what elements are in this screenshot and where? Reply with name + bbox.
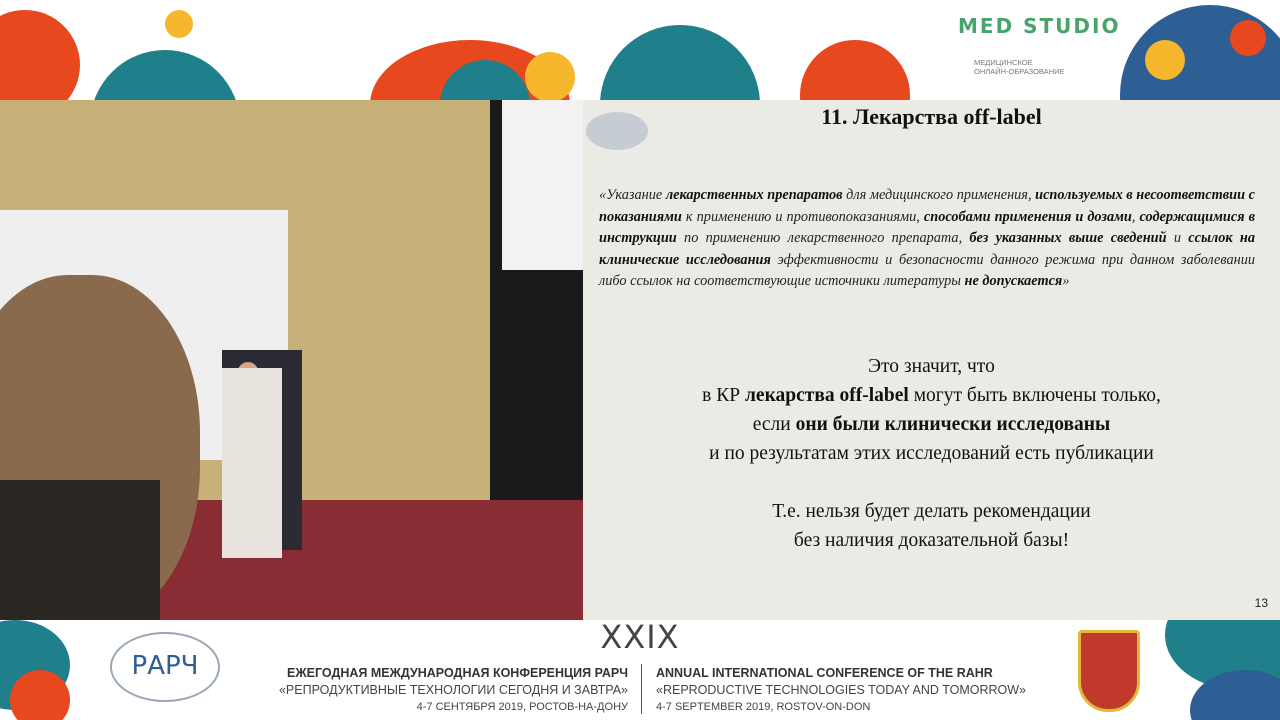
text-segment: и xyxy=(1166,230,1189,246)
conclusion-line xyxy=(583,526,1280,555)
slide-page-number: 13 xyxy=(1254,596,1268,610)
text-segment: «Указание xyxy=(599,187,666,203)
header-banner xyxy=(0,0,1280,100)
decor-shape xyxy=(600,25,760,100)
text-segment: если xyxy=(752,414,796,435)
text-segment: в КР xyxy=(702,385,745,406)
text-segment: Т.е. нельзя будет делать рекомендации xyxy=(772,501,1091,522)
text-segment: к применению и противопоказаниями, xyxy=(681,208,924,225)
decor-shape xyxy=(525,52,575,100)
decor-shape xyxy=(1230,20,1266,56)
projection-screen xyxy=(502,100,583,270)
rostov-coat-of-arms-icon xyxy=(1078,630,1140,712)
decor-shape xyxy=(165,10,193,38)
emphasized-text: лекарства off-label xyxy=(744,385,909,406)
text-segment: эффективности и безопасности данного режима при данном заболевании либо ссылок на соответствующие источники литературы xyxy=(599,251,1255,289)
emphasized-text: они были клинически исследованы xyxy=(795,414,1111,435)
conference-info-ru: ЕЖЕГОДНАЯ МЕЖДУНАРОДНАЯ КОНФЕРЕНЦИЯ РАРЧ «РЕПРОДУКТИВНЫЕ ТЕХНОЛОГИИ СЕГОДНЯ И ЗАВТРА» 4-7 СЕНТЯБРЯ 2019, РОСТОВ-НА-ДОНУ xyxy=(278,666,628,713)
presentation-slide xyxy=(583,100,1280,620)
conference-edition: XXIX xyxy=(600,620,680,656)
conclusion-line xyxy=(583,381,1280,410)
slide-conclusion xyxy=(583,352,1280,555)
conclusion-line xyxy=(583,497,1280,526)
conclusion-line xyxy=(583,410,1280,439)
emphasized-text: ссылок на клинические исследования xyxy=(599,230,1255,268)
conclusion-line xyxy=(583,439,1280,468)
text-segment: без наличия доказательной базы! xyxy=(793,530,1070,551)
divider xyxy=(641,664,642,714)
rarch-logo: РАРЧ xyxy=(110,632,220,702)
audience-clothing xyxy=(0,480,160,620)
decor-shape xyxy=(0,10,80,100)
conclusion-line xyxy=(583,352,1280,381)
emphasized-text: не допускается xyxy=(964,273,1063,289)
text-segment: » xyxy=(1062,273,1070,289)
medstudio-logo: MED STUDIO МЕДИЦИНСКОЕ ОНЛАЙН-ОБРАЗОВАНИЕ xyxy=(958,14,1121,76)
text-segment: могут быть включены только, xyxy=(908,385,1161,406)
slide-quote xyxy=(599,185,1255,293)
podium xyxy=(222,368,282,558)
conclusion-line xyxy=(583,468,1280,497)
emphasized-text: содержащимися в инструкции xyxy=(599,208,1255,246)
speaker-video[interactable] xyxy=(0,100,583,620)
decor-shape xyxy=(1145,40,1185,80)
slide-title: 11. Лекарства off-label xyxy=(821,104,1042,129)
emphasized-text: способами применения и дозами xyxy=(923,208,1132,225)
emphasized-text: используемых в несоответствии с показаниями xyxy=(599,187,1255,225)
text-segment: по применению лекарственного препарата, xyxy=(676,230,970,246)
text-segment: для медицинского применения, xyxy=(842,187,1036,203)
decor-shape xyxy=(90,50,240,100)
footer-banner xyxy=(0,620,1280,720)
text-segment: , xyxy=(1131,208,1140,225)
decor-shape xyxy=(800,40,910,100)
text-segment: Это значит, что xyxy=(868,356,995,377)
text-segment: и по результатам этих исследований есть публикации xyxy=(709,443,1154,464)
conference-info-en: ANNUAL INTERNATIONAL CONFERENCE OF THE RAHR «REPRODUCTIVE TECHNOLOGIES TODAY AND TOMORROW» 4-7 SEPTEMBER 2019, ROSTOV-ON-DON xyxy=(656,666,1026,713)
emphasized-text: без указанных выше сведений xyxy=(969,230,1167,246)
emphasized-text: лекарственных препаратов xyxy=(665,187,843,203)
